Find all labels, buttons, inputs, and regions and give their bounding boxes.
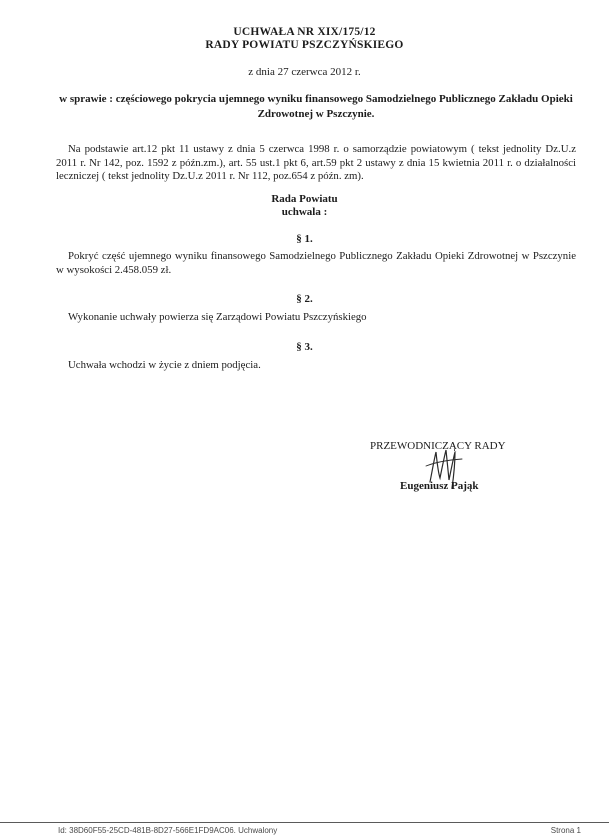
issuing-body: RADY POWIATU PSZCZYŃSKIEGO (205, 39, 404, 51)
subject-text: częściowego pokrycia ujemnego wyniku finansowego Samodzielnego Publicznego Zakładu Opieki Zdrowotnej w Pszczynie. (112, 93, 573, 120)
subject-lead: w sprawie : (59, 93, 113, 105)
section-2-label: § 2. (296, 293, 313, 305)
section-3-text: Uchwała wchodzi w życie z dniem podjęcia. (68, 359, 261, 371)
document-id: Id: 38D60F55-25CD-481B-8D27-566E1FD9AC06. Uchwalony (58, 826, 278, 835)
legal-basis-paragraph: Na podstawie art.12 pkt 11 ustawy z dnia 5 czerwca 1998 r. o samorządzie powiatowym ( tekst jednolity Dz.U.z 2011 r. Nr 142, poz. 1592 z późn.zm.), art. 55 ust.1 pkt 6, art.59 pkt 2 ustawy z dnia 15 kwietnia 2011 r. o działalności leczniczej ( tekst jednolity Dz.U.z 2011 r. Nr 112, poz.654 z późn. zm). (56, 143, 576, 182)
section-3-label: § 3. (296, 341, 313, 353)
page-footer (0, 822, 609, 836)
section-1-text: Pokryć część ujemnego wyniku finansowego Samodzielnego Publicznego Zakładu Opieki Zdrowotnej w Pszczynie w wysokości 2.458.059 zł. (56, 250, 576, 276)
section-2-text: Wykonanie uchwały powierza się Zarządowi Powiatu Pszczyńskiego (68, 311, 367, 323)
page-number: Strona 1 (550, 826, 581, 835)
signatory-name: Eugeniusz Pająk (400, 480, 479, 492)
enacting-body: Rada Powiatu (271, 193, 338, 205)
section-1-label: § 1. (296, 233, 313, 245)
resolution-subject (56, 92, 576, 122)
resolution-number: UCHWAŁA NR XIX/175/12 (233, 26, 376, 38)
signatory-role: PRZEWODNICZĄCY RADY (370, 440, 506, 452)
resolution-date: z dnia 27 czerwca 2012 r. (248, 66, 361, 78)
enacting-verb: uchwala : (281, 206, 328, 218)
